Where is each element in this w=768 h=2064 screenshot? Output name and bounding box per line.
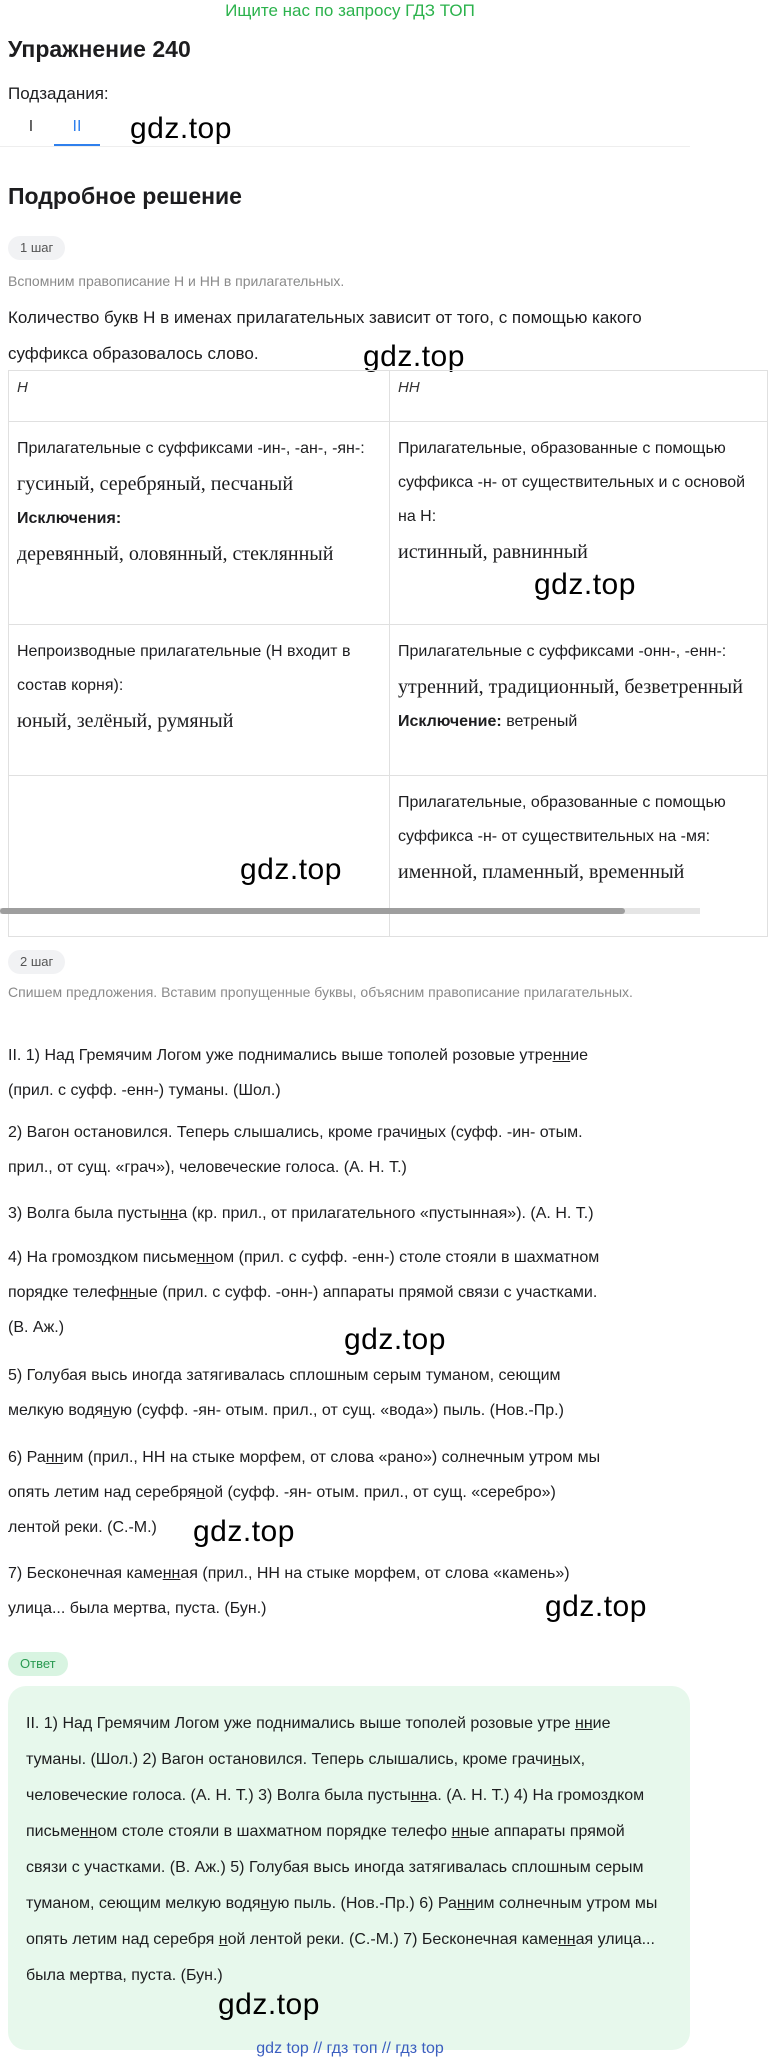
exceptions-examples: деревянный, оловянный, стеклянный [17, 543, 334, 565]
sentence-line: порядке телефнные (прил. с суфф. -онн-) аппараты прямой связи с участками. [8, 1284, 598, 1301]
scrollbar-thumb[interactable] [0, 908, 625, 914]
step-2-hint: Спишем предложения. Вставим пропущенные буквы, объясним правописание прилагательных. [8, 984, 633, 1000]
tab-2[interactable]: II [54, 112, 100, 146]
rule-examples: именной, пламенный, временный [398, 861, 685, 883]
exception-word: ветреный [506, 713, 578, 730]
watermark: gdz.top [534, 568, 636, 601]
table-header-n: Н [9, 371, 390, 422]
rule-text: Прилагательные, образованные с помощью суффикса -н- от существительных и с основой на Н: [398, 440, 746, 525]
footer-links[interactable]: gdz top // гдз топ // гдз top [256, 2040, 444, 2057]
sentence-line: 5) Голубая высь иногда затягивалась сплошным серым туманом, сеющим [8, 1367, 561, 1384]
table-scrollbar[interactable] [0, 908, 700, 914]
watermark: gdz.top [363, 340, 465, 373]
tab-1[interactable]: I [28, 118, 34, 135]
watermark: gdz.top [218, 1988, 320, 2021]
sentence-line: (В. Аж.) [8, 1319, 65, 1336]
table-row [9, 422, 768, 625]
rule-text: Прилагательные с суффиксами -ин-, -ан-, -ян-: [17, 440, 365, 457]
tabs-divider [0, 146, 690, 147]
table-header-nn: НН [390, 371, 768, 422]
sentence-line: прил., от сущ. «грач»), человеческие голоса. (А. Н. Т.) [8, 1159, 407, 1176]
watermark: gdz.top [545, 1590, 647, 1623]
rules-table-scroll[interactable] [0, 370, 746, 910]
watermark: gdz.top [130, 112, 232, 145]
top-banner[interactable]: Ищите нас по запросу ГДЗ ТОП [225, 1, 475, 20]
step-1-intro: Количество букв Н в именах прилагательных зависит от того, с помощью какого суффикса образовалось слово. [8, 308, 642, 363]
sentence-line: мелкую водяную (суфф. -ян- отым. прил., от сущ. «вода») пыль. (Нов.-Пр.) [8, 1402, 564, 1419]
sentence-line: (прил. с суфф. -енн-) туманы. (Шол.) [8, 1082, 281, 1099]
rules-table [8, 370, 768, 937]
subtasks-label: Подзадания: [8, 84, 109, 103]
exception-label: Исключение: [398, 713, 502, 730]
rule-text: Прилагательные, образованные с помощью суффикса -н- от существительных на -мя: [398, 794, 726, 845]
watermark: gdz.top [240, 853, 342, 886]
solution-title: Подробное решение [8, 183, 242, 209]
rule-examples: истинный, равнинный [398, 541, 588, 563]
rule-text: Непроизводные прилагательные (Н входит в состав корня): [17, 643, 351, 694]
step-1-badge: 1 шаг [8, 236, 65, 260]
sentence-line: 4) На громоздком письменном (прил. с суфф. -енн-) столе стояли в шахматном [8, 1249, 600, 1266]
rule-examples: утренний, традиционный, безветренный [398, 676, 743, 698]
sentence-line: улица... была мертва, пуста. (Бун.) [8, 1600, 267, 1617]
sentence-line: II. 1) Над Гремячим Логом уже поднимались выше тополей розовые утренние [8, 1047, 589, 1064]
rule-examples: гусиный, серебряный, песчаный [17, 473, 294, 495]
answer-text: II. 1) Над Гремячим Логом уже поднимались выше тополей розовые утре нние туманы. (Шол.) 2) Вагон остановился. Теперь слышались, кроме грачиных, человеческие голоса. (А. Н. Т.) 3) Волга была пустынна. (А. Н. Т.) 4) На громоздком письменном столе стояли в шахматном порядке телефо нные аппараты прямой связи с участками. (В. Аж.) 5) Голубая высь иногда затягивалась сплошным серым туманом, сеющим мелкую водяную пыль. (Нов.-Пр.) 6) Ранним солнечным утром мы опять летим над серебря ной лентой реки. (С.-М.) 7) Бесконечная каменная улица... была мертва, пуста. (Бун.) [26, 1715, 658, 1984]
sentence-line: лентой реки. (С.-М.) [8, 1519, 157, 1536]
step-2-badge: 2 шаг [8, 950, 65, 974]
rule-examples: юный, зелёный, румяный [17, 710, 234, 732]
exceptions-label: Исключения: [17, 510, 122, 527]
watermark: gdz.top [193, 1515, 295, 1548]
sentence-line: 7) Бесконечная каменная (прил., НН на стыке морфем, от слова «камень») [8, 1565, 570, 1582]
watermark: gdz.top [344, 1323, 446, 1356]
table-row [9, 625, 768, 776]
rule-text: Прилагательные с суффиксами -онн-, -енн-: [398, 643, 727, 660]
exercise-title: Упражнение 240 [8, 36, 191, 62]
sentence-line: 6) Ранним (прил., НН на стыке морфем, от слова «рано») солнечным утром мы [8, 1449, 601, 1466]
subtask-tabs [8, 112, 100, 146]
sentence-line: 3) Волга была пустынна (кр. прил., от прилагательного «пустынная»). (А. Н. Т.) [8, 1205, 594, 1222]
sentence-line: опять летим над серебряной (суфф. -ян- отым. прил., от сущ. «серебро») [8, 1484, 556, 1501]
step-1-hint: Вспомним правописание Н и НН в прилагательных. [8, 273, 345, 289]
sentence-line: 2) Вагон остановился. Теперь слышались, кроме грачиных (суфф. -ин- отым. [8, 1124, 583, 1141]
answer-badge: Ответ [8, 1652, 68, 1676]
